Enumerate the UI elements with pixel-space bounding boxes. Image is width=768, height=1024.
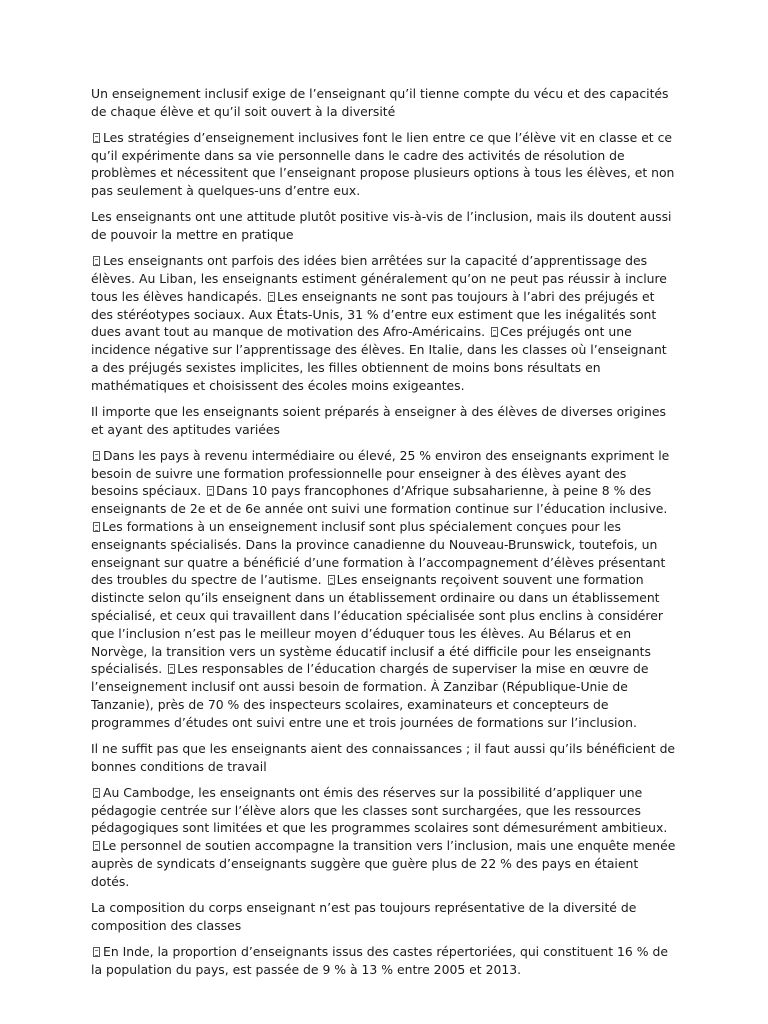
section-5-item-1: En Inde, la proportion d’enseignants issus des castes répertoriées, qui constituent 16 % de la population du pays, est passée de 9 % à 13 % entre 2005 et 2013. [91, 943, 668, 977]
section-body-1 [91, 129, 677, 200]
section-heading-3: Il importe que les enseignants soient préparés à enseigner à des élèves de diverses origines et ayant des aptitudes variées [91, 403, 666, 437]
missing-glyph-box-icon [328, 575, 335, 585]
section-4-item-2: Le personnel de soutien accompagne la transition vers l’inclusion, mais une enquête menée auprès de syndicats d’enseignants suggère que guère plus de 22 % des pays en étaient dotés. [91, 838, 676, 889]
missing-glyph-box-icon [168, 664, 175, 674]
section-3-item-5: Les responsables de l’éducation chargés de superviser la mise en œuvre de l’enseignement inclusif ont aussi besoin de formation. À Zanzibar (République-Unie de Tanzanie), près de 70 % des inspecteurs scolaires, examinateurs et concepteurs de programmes d’études ont suivi entre une et trois journées de formations sur l’inclusion. [91, 661, 649, 730]
missing-glyph-box-icon [93, 451, 100, 461]
section-body-4 [91, 784, 677, 891]
section-4-item-1: Au Cambodge, les enseignants ont émis des réserves sur la possibilité d’appliquer une pédagogie centrée sur l’élève alors que les classes sont surchargées, que les ressources pédagogiques sont limitées et que les programmes scolaires sont démesurément ambitieux. [91, 784, 668, 836]
missing-glyph-box-icon [93, 788, 100, 798]
section-3-item-2: Dans 10 pays francophones d’Afrique subsaharienne, à peine 8 % des enseignants de 2e et de 6e année ont suivi une formation continue sur l’éducation inclusive. [91, 483, 668, 517]
section-body-2 [91, 252, 677, 394]
section-heading-5: La composition du corps enseignant n’est pas toujours représentative de la diversité de composition des classes [91, 899, 637, 933]
section-1-item-1: Les stratégies d’enseignement inclusives font le lien entre ce que l’élève vit en classe et ce qu’il expérimente dans sa vie personnelle dans le cadre des activités de résolution de problèmes et nécessitent que l’enseignant propose plusieurs options à tous les élèves, et non pas seulement à quelques-uns d’entre eux. [91, 129, 675, 199]
section-heading-4: Il ne suffit pas que les enseignants aient des connaissances ; il faut aussi qu’ils bénéficient de bonnes conditions de travail [91, 740, 676, 774]
section-3-item-3: Les formations à un enseignement inclusif sont plus spécialement conçues pour les enseignants spécialisés. Dans la province canadienne du Nouveau-Brunswick, toutefois, un enseignant sur quatre a bénéficié d’une formation à l’accompagnement d’élèves présentant des troubles du spectre de l’autisme. [91, 519, 666, 588]
section-body-3 [91, 447, 677, 732]
missing-glyph-box-icon [93, 522, 100, 532]
document-page [91, 85, 677, 987]
missing-glyph-box-icon [93, 133, 100, 143]
missing-glyph-box-icon [491, 327, 498, 337]
section-2-item-2: Les enseignants ne sont pas toujours à l’abri des préjugés et des stéréotypes sociaux. Aux États-Unis, 31 % d’entre eux estiment que les inégalités sont dues avant tout au manque de motivation des Afro-Américains. [91, 288, 657, 340]
missing-glyph-box-icon [93, 841, 100, 851]
section-2-item-1: Les enseignants ont parfois des idées bien arrêtées sur la capacité d’apprentissage des élèves. Au Liban, les enseignants estiment généralement qu’on ne peut pas réussir à inclure tous les élèves handicapés. [91, 253, 667, 304]
missing-glyph-box-icon [268, 292, 275, 302]
section-3-item-4: Les enseignants reçoivent souvent une formation distincte selon qu’ils enseignent dans un établissement ordinaire ou dans un établissement spécialisé, et ceux qui travaillent dans l’éducation spécialisée sont plus enclins à considérer que l’inclusion n’est pas le meilleur moyen d’éduquer tous les élèves. Au Bélarus et en Norvège, la transition vers un système éducatif inclusif a été difficile pour les enseignants spécialisés. [91, 572, 663, 677]
missing-glyph-box-icon [207, 486, 214, 496]
missing-glyph-box-icon [93, 947, 100, 957]
missing-glyph-box-icon [93, 256, 100, 266]
section-2-item-3: Ces préjugés ont une incidence négative sur l’apprentissage des élèves. En Italie, dans les classes où l’enseignant a des préjugés sexistes implicites, les filles obtiennent de moins bons résultats en mathématiques et choisissent des écoles moins exigeantes. [91, 324, 667, 393]
section-body-5 [91, 943, 677, 979]
section-heading-1: Un enseignement inclusif exige de l’enseignant qu’il tienne compte du vécu et des capacités de chaque élève et qu’il soit ouvert à la diversité [91, 86, 669, 119]
section-heading-2: Les enseignants ont une attitude plutôt positive vis-à-vis de l’inclusion, mais ils doutent aussi de pouvoir la mettre en pratique [91, 209, 672, 243]
section-3-item-1: Dans les pays à revenu intermédiaire ou élevé, 25 % environ des enseignants expriment le besoin de suivre une formation professionnelle pour enseigner à des élèves ayant des besoins spéciaux. [91, 447, 670, 499]
